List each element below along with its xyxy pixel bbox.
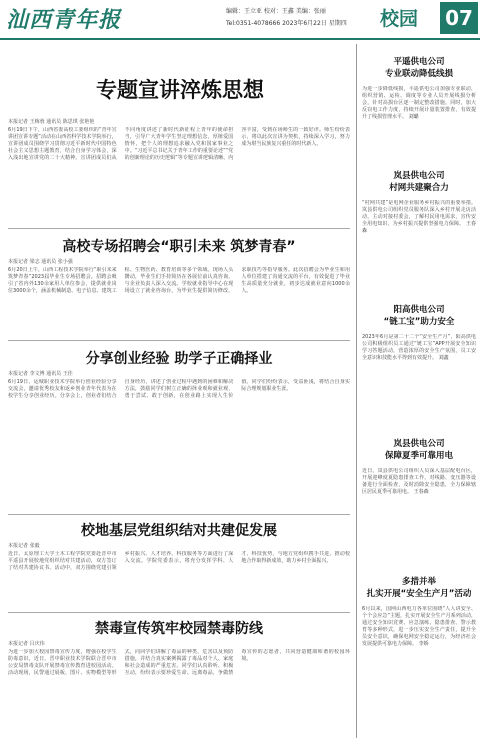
sidebar-title-2: 岚县供电公司 村网共建聚合力 [389, 171, 449, 193]
headline-startup: 分享创业经验 助学子正确择业 [85, 351, 273, 367]
byline-startup: 本报记者 李文博 通讯员 王佳 [8, 371, 73, 377]
sidebar-title-4: 岚县供电公司 保障夏季可靠用电 [384, 439, 453, 461]
sidebar-body-4: 近日，岚县供电公司组织人员深入基层配电台区，开展迎峰度夏隐患排查工作，对线路、变压器等设备进行全面检查，及时消除安全隐患，全力保障辖区居民夏季可靠用电。 王春森 [362, 468, 476, 495]
sidebar-body-3: 2023年6月是第二十二个“安全生产月”，阳高供电公司积极组织员工通过“链工宝”APP开展安全知识学习答题活动，营造浓厚的安全生产氛围，员工安全意识和技能水平得到有效提升。 刘鑫 [362, 334, 476, 361]
section-title: 校园 [380, 8, 419, 30]
sidebar-body-2: “村网共建”是电网企业服务乡村振兴的重要举措。岚县供电公司组织党员服务队深入乡村开展走访活动，主动对接村委会，了解村民用电需求，宣传安全用电知识，为乡村振兴提供坚强电力保障。 王春森 [362, 200, 476, 234]
editor-info: 编辑：王立亚 校对：王鑫 美编：张丽 [226, 8, 326, 15]
byline-recruit: 本报记者 梁志 通讯员 张小强 [8, 259, 73, 265]
newspaper-logo: 汕西青年报 [6, 7, 122, 33]
byline-special: 本报记者 王梅蓉 通讯员 陈思琪 张艳艳 [8, 119, 95, 125]
sidebar-body-1: 为进一步降低线损，平遥供电公司加强专业联动，组织营销、运检、调度等专业人员开展线损分析会，针对高损台区逐一制定整改措施。同时，加大反窃电工作力度，持续开展计量装置排查，有效提升了线损管理水平。 刘璐 [362, 86, 476, 120]
divider [8, 514, 350, 515]
article-drug-body: 为进一步加大校园禁毒宣传力度，增强在校学生防毒意识，近日，晋中职业技术学院联合晋中市公安局禁毒支队开展禁毒宣传教育进校园活动。活动现场，民警通过展板、图片、实物模型等形式，向同学们讲解了毒品的种类、危害以及预防措施，并结合真实案例揭露了毒品对个人、家庭和社会造成的严重危害。同学们认真聆听、积极互动，纷纷表示要珍爱生命、远离毒品，争做禁毒宣传的志愿者，共同营造健康和谐的校园环境。 [8, 649, 350, 676]
byline-drug: 本报记者 吕庆伟 [8, 641, 45, 647]
divider [8, 228, 350, 229]
contact-date: Tel:0351-4078666 2023年6月22日 星期四 [226, 20, 347, 27]
column-divider [356, 44, 357, 738]
article-party-body: 近日，太原理工大学土木工程学院党委赴晋中市平遥县开展校地党组织结对共建活动，双方签订了结对共建协议书。活动中，双方围绕党建引领乡村振兴、人才培养、科技服务等方面进行了深入交流。学院党委表示，将充分发挥学科、人才、科技优势，与地方党组织携手共进，推动校地合作取得新成效，助力乡村全面振兴。 [8, 551, 350, 571]
article-special-body: 6月19日下午，山西省委高校工委组织的“青年宣讲团宣讲专题”活动在山西省科学技术学院举行，宣讲团成员围绕学习贯彻习近平新时代中国特色社会主义思想主题教育，结合自身学习体会，深入浅出地宣讲党的二十大精神。宣讲团成员们从不同角度讲述了新时代新征程上青年的使命担当，引导广大青年学生坚定理想信念，厚植爱国情怀，把个人的理想追求融入党和国家事业之中。“习近平总书记关于青年工作的重要论述”“党的创新理论的历史逻辑”等专题宣讲逻辑清晰、内容丰富，受到在场师生的一致好评。师生纷纷表示，将以此次宣讲为契机，持续深入学习，努力成为堪当民族复兴重任的时代新人。 [8, 127, 350, 161]
headline-recruit: 高校专场招聘会“职引未来 筑梦青春” [62, 239, 296, 255]
headline-drug: 禁毒宣传筑牢校园禁毒防线 [95, 621, 263, 637]
article-startup-body: 6月19日，运城职业技术学院举行创业经验分享交流会，邀请优秀校友和返乡创业青年代表为在校学生分享创业经历。分享会上，创业者们结合自身经历，讲述了创业过程中遇到的困难和解决方法，鼓励同学们树立正确的择业观和就业观，勇于尝试、敢于创新，在创业路上实现人生价值。同学们纷纷表示，受益匪浅，将结合自身实际合理规划职业生涯。 [8, 379, 350, 399]
byline-party: 本报记者 张毅 [8, 543, 40, 549]
header-rule [0, 38, 480, 40]
headline-party: 校地基层党组织结对共建促发展 [81, 523, 277, 539]
article-recruit-body: 6月20日上午，山西工程技术学院举行“职引未来 筑梦青春”2023届毕业生专场招聘会。招聘会吸引了省内外130余家用人单位参会，提供就业岗位3000余个，涵盖机械制造、电子信息、建筑工程、生物医药、教育培训等多个领域。现场人头攒动，毕业生们手持简历在各展位前认真咨询，与企业负责人深入交流。学校就业指导中心在现场设立了就业咨询台，为毕业生提供简历修改、求职技巧等指导服务。此次招聘会为毕业生和用人单位搭建了沟通交流的平台，有效促进了毕业生高质量充分就业，初步达成就业意向1000余人。 [8, 267, 350, 294]
sidebar-title-1: 平遥供电公司 专业联动降低线损 [384, 57, 453, 79]
sidebar-body-5: 6月以来，国网山西电力各单位围绕“人人讲安全、个个会应急”主题，扎实开展安全生产月系列活动，通过安全知识竞赛、应急演练、隐患排查、警示教育等多种形式，进一步压实安全生产责任，提升全员安全意识，确保电网安全稳定运行，为经济社会发展提供可靠电力保障。 李娇 [362, 606, 476, 647]
divider [8, 340, 350, 341]
masthead [0, 0, 480, 38]
page-number: 07 [440, 2, 478, 34]
headline-special: 专题宣讲淬炼思想 [96, 78, 264, 102]
sidebar-title-5: 多措并举 扎实开展“安全生产月”活动 [366, 577, 472, 599]
divider [8, 612, 350, 613]
sidebar-title-3: 阳高供电公司 “链工宝”助力安全 [383, 305, 455, 327]
